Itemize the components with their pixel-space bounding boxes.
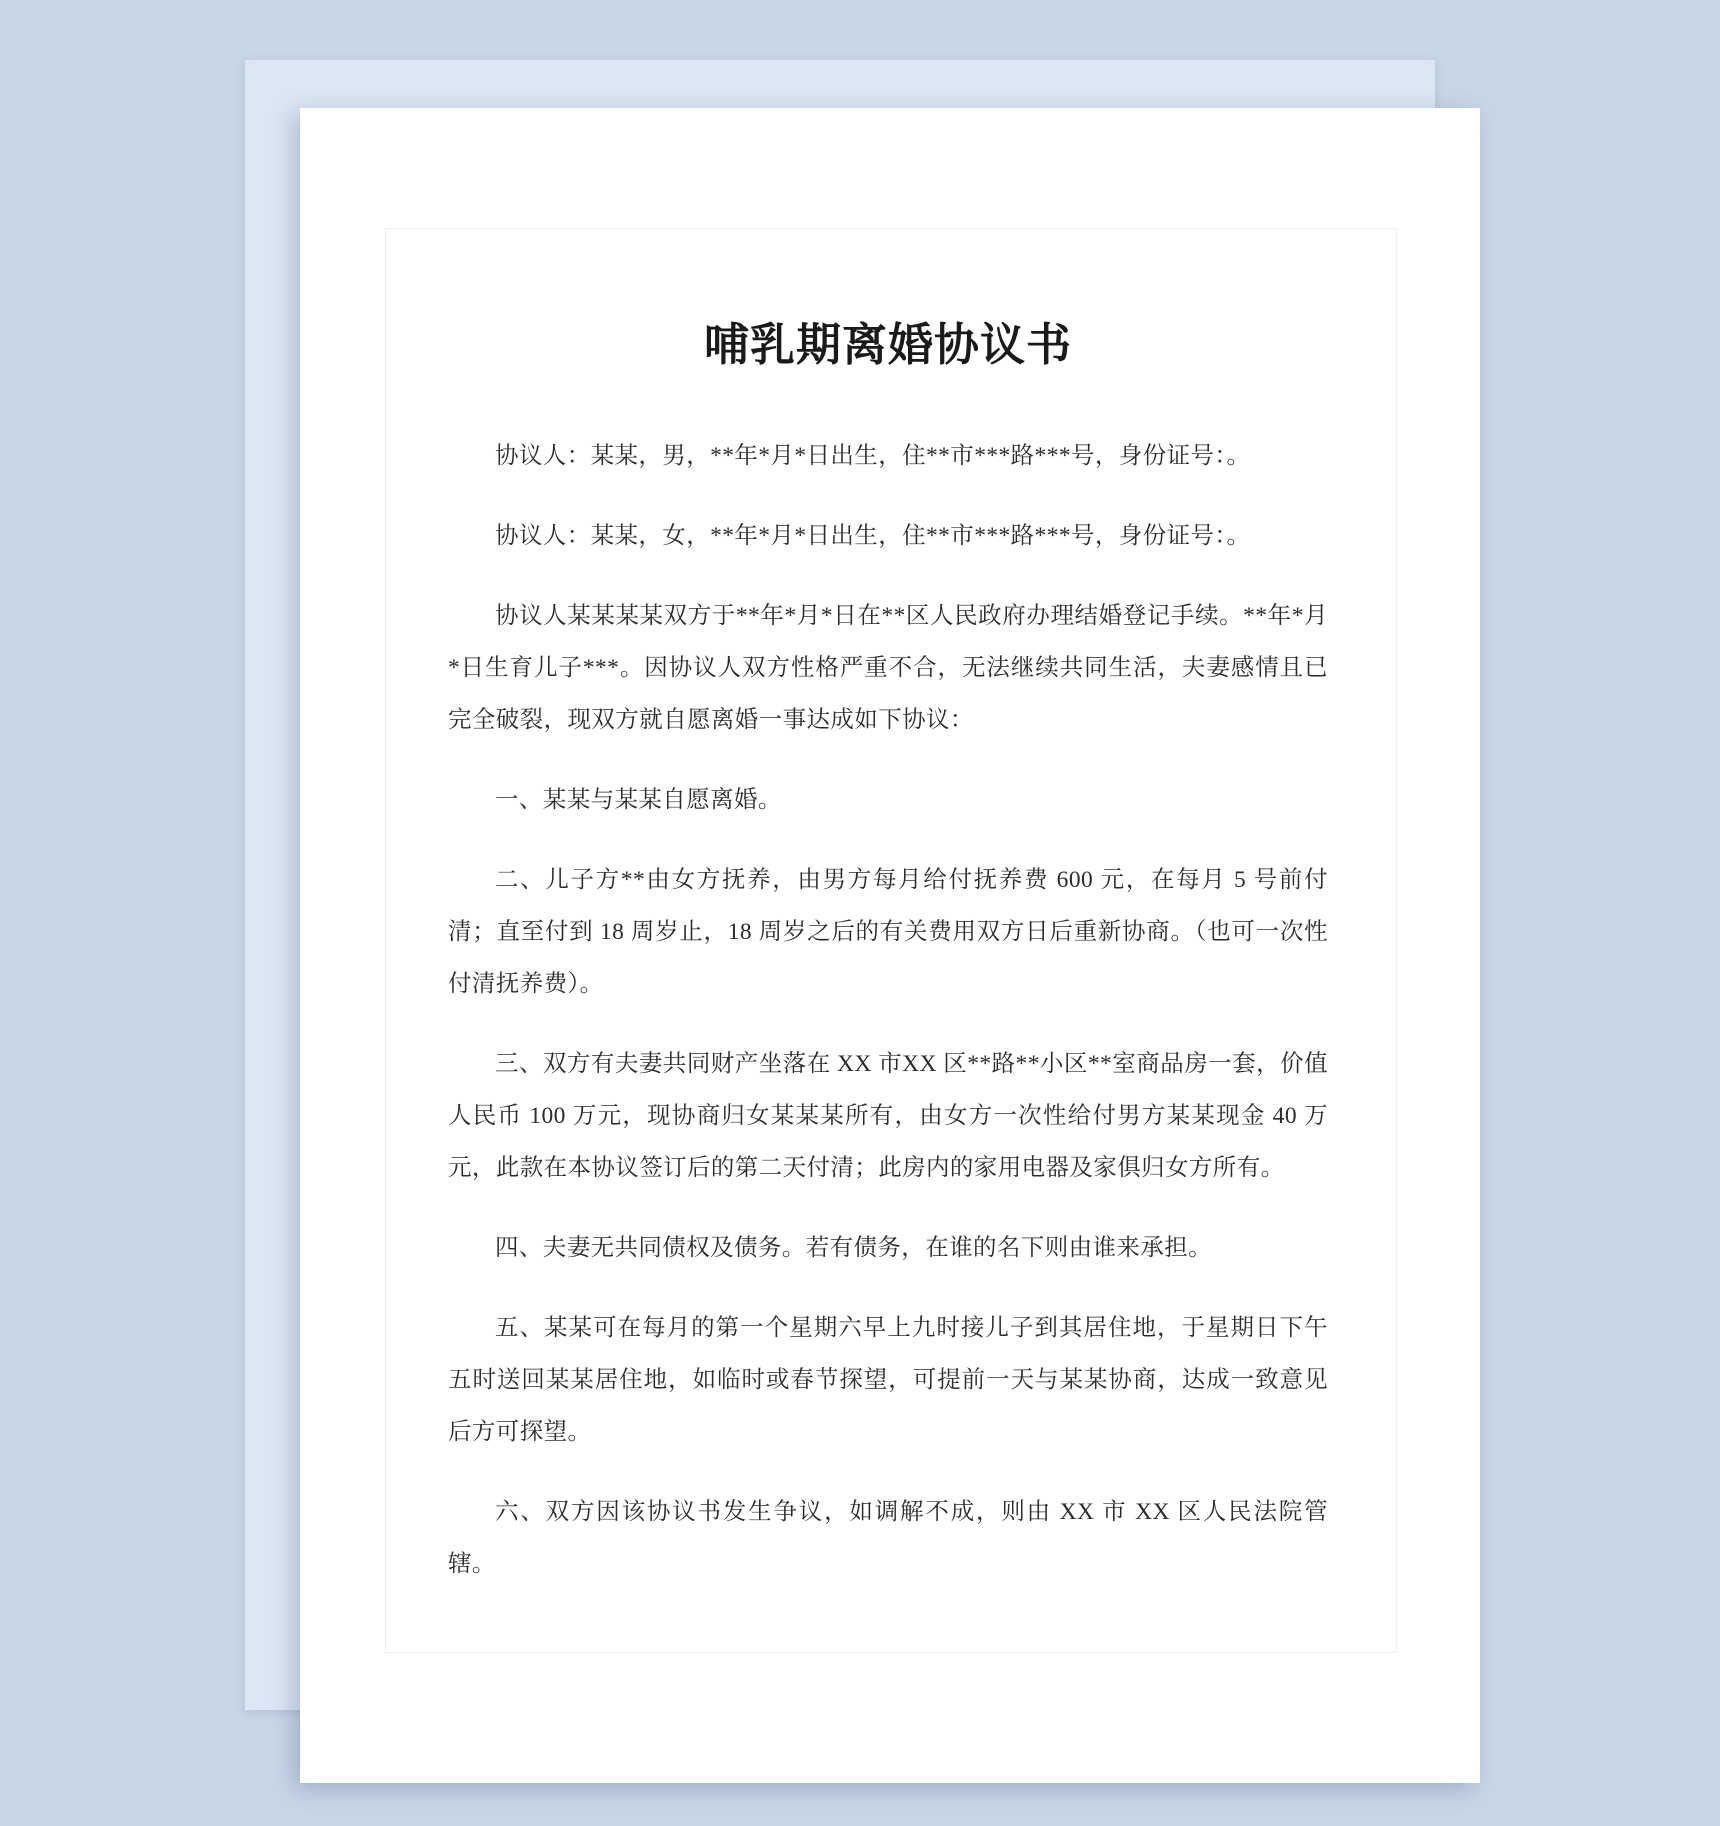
paragraph-party-female: 协议人：某某，女，**年*月*日出生，住**市***路***号，身份证号：。 xyxy=(495,523,1251,549)
paragraph-preamble: 协议人某某某某双方于**年*月*日在**区人民政府办理结婚登记手续。**年*月*日生育儿子***。因协议人双方性格严重不合，无法继续共同生活，夫妻感情且已完全破裂，现双方就自愿离婚一事达成如下协议： xyxy=(448,603,1328,733)
document-page xyxy=(300,108,1480,1783)
document-title: 哺乳期离婚协议书 xyxy=(703,318,1072,371)
paragraph-clause-2: 二、儿子方**由女方抚养，由男方每月给付抚养费 600 元，在每月 5 号前付清；直至付到 18 周岁止，18 周岁之后的有关费用双方日后重新协商。（也可一次性付清抚养费）。 xyxy=(448,867,1328,997)
paragraph-clause-4: 四、夫妻无共同债权及债务。若有债务，在谁的名下则由谁来承担。 xyxy=(495,1235,1212,1261)
paragraph-clause-1: 一、某某与某某自愿离婚。 xyxy=(495,787,782,813)
paragraph-clause-6: 六、双方因该协议书发生争议，如调解不成，则由 XX 市 XX 区人民法院管辖。 xyxy=(448,1499,1328,1577)
paragraph-clause-5: 五、某某可在每月的第一个星期六早上九时接儿子到其居住地，于星期日下午五时送回某某居住地，如临时或春节探望，可提前一天与某某协商，达成一致意见后方可探望。 xyxy=(448,1315,1328,1445)
paragraph-party-male: 协议人：某某，男，**年*月*日出生，住**市***路***号，身份证号：。 xyxy=(495,443,1251,469)
document-content xyxy=(448,318,1328,1590)
paragraph-clause-3: 三、双方有夫妻共同财产坐落在 XX 市XX 区**路**小区**室商品房一套，价值人民币 100 万元，现协商归女某某某所有，由女方一次性给付男方某某现金 40 万元，此款在本协议签订后的第二天付清；此房内的家用电器及家俱归女方所有。 xyxy=(448,1051,1328,1181)
